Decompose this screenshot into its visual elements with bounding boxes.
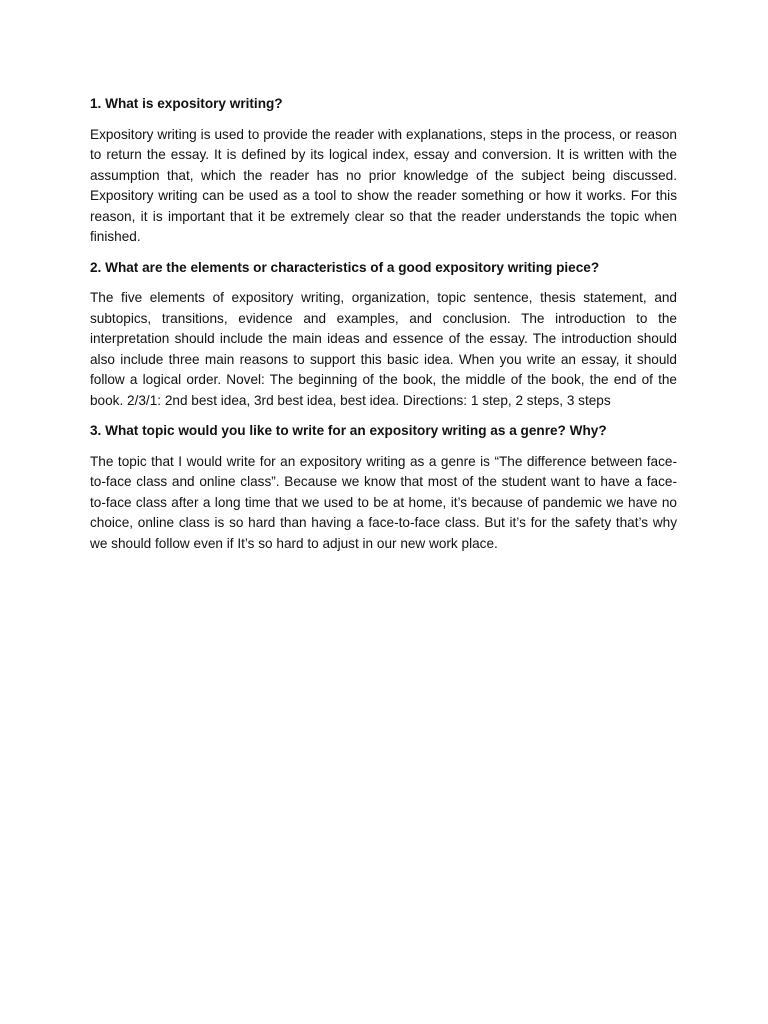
question-heading: 2. What are the elements or characteristics of a good expository writing piece?: [90, 259, 600, 275]
answer-paragraph: Expository writing is used to provide the reader with explanations, steps in the process, or reason to return the essay. It is defined by its logical index, essay and conversion. It is written with the assumption that, which the reader has no prior knowledge of the subject being discussed. Expository writing can be used as a tool to show the reader something or how it works. For this reason, it is important that it be extremely clear so that the reader understands the topic when finished.: [90, 126, 677, 244]
question-section-3: [90, 421, 677, 554]
question-heading: 1. What is expository writing?: [90, 96, 283, 111]
answer-paragraph: The five elements of expository writing, organization, topic sentence, thesis statement, and subtopics, transitions, evidence and examples, and conclusion. The introduction to the interpretation should include the main ideas and essence of the essay. The introduction should also include three main reasons to support this basic idea. When you write an essay, it should follow a logical order. Novel: The beginning of the book, the middle of the book, the end of the book. 2/3/1: 2nd best idea, 3rd best idea, best idea. Directions: 1 step, 2 steps, 3 steps: [90, 290, 677, 408]
question-heading: 3. What topic would you like to write for an expository writing as a genre? Why?: [90, 423, 607, 438]
document-body: [90, 94, 677, 564]
answer-paragraph: The topic that I would write for an expository writing as a genre is “The difference between face-to-face class and online class”. Because we know that most of the student want to have a face-to-face class after a long time that we used to be at home, it’s because of pandemic we have no choice, online class is so hard than having a face-to-face class. But it’s for the safety that’s why we should follow even if It’s so hard to adjust in our new work place.: [90, 453, 677, 551]
question-section-1: [90, 94, 677, 248]
question-section-2: [90, 258, 677, 412]
